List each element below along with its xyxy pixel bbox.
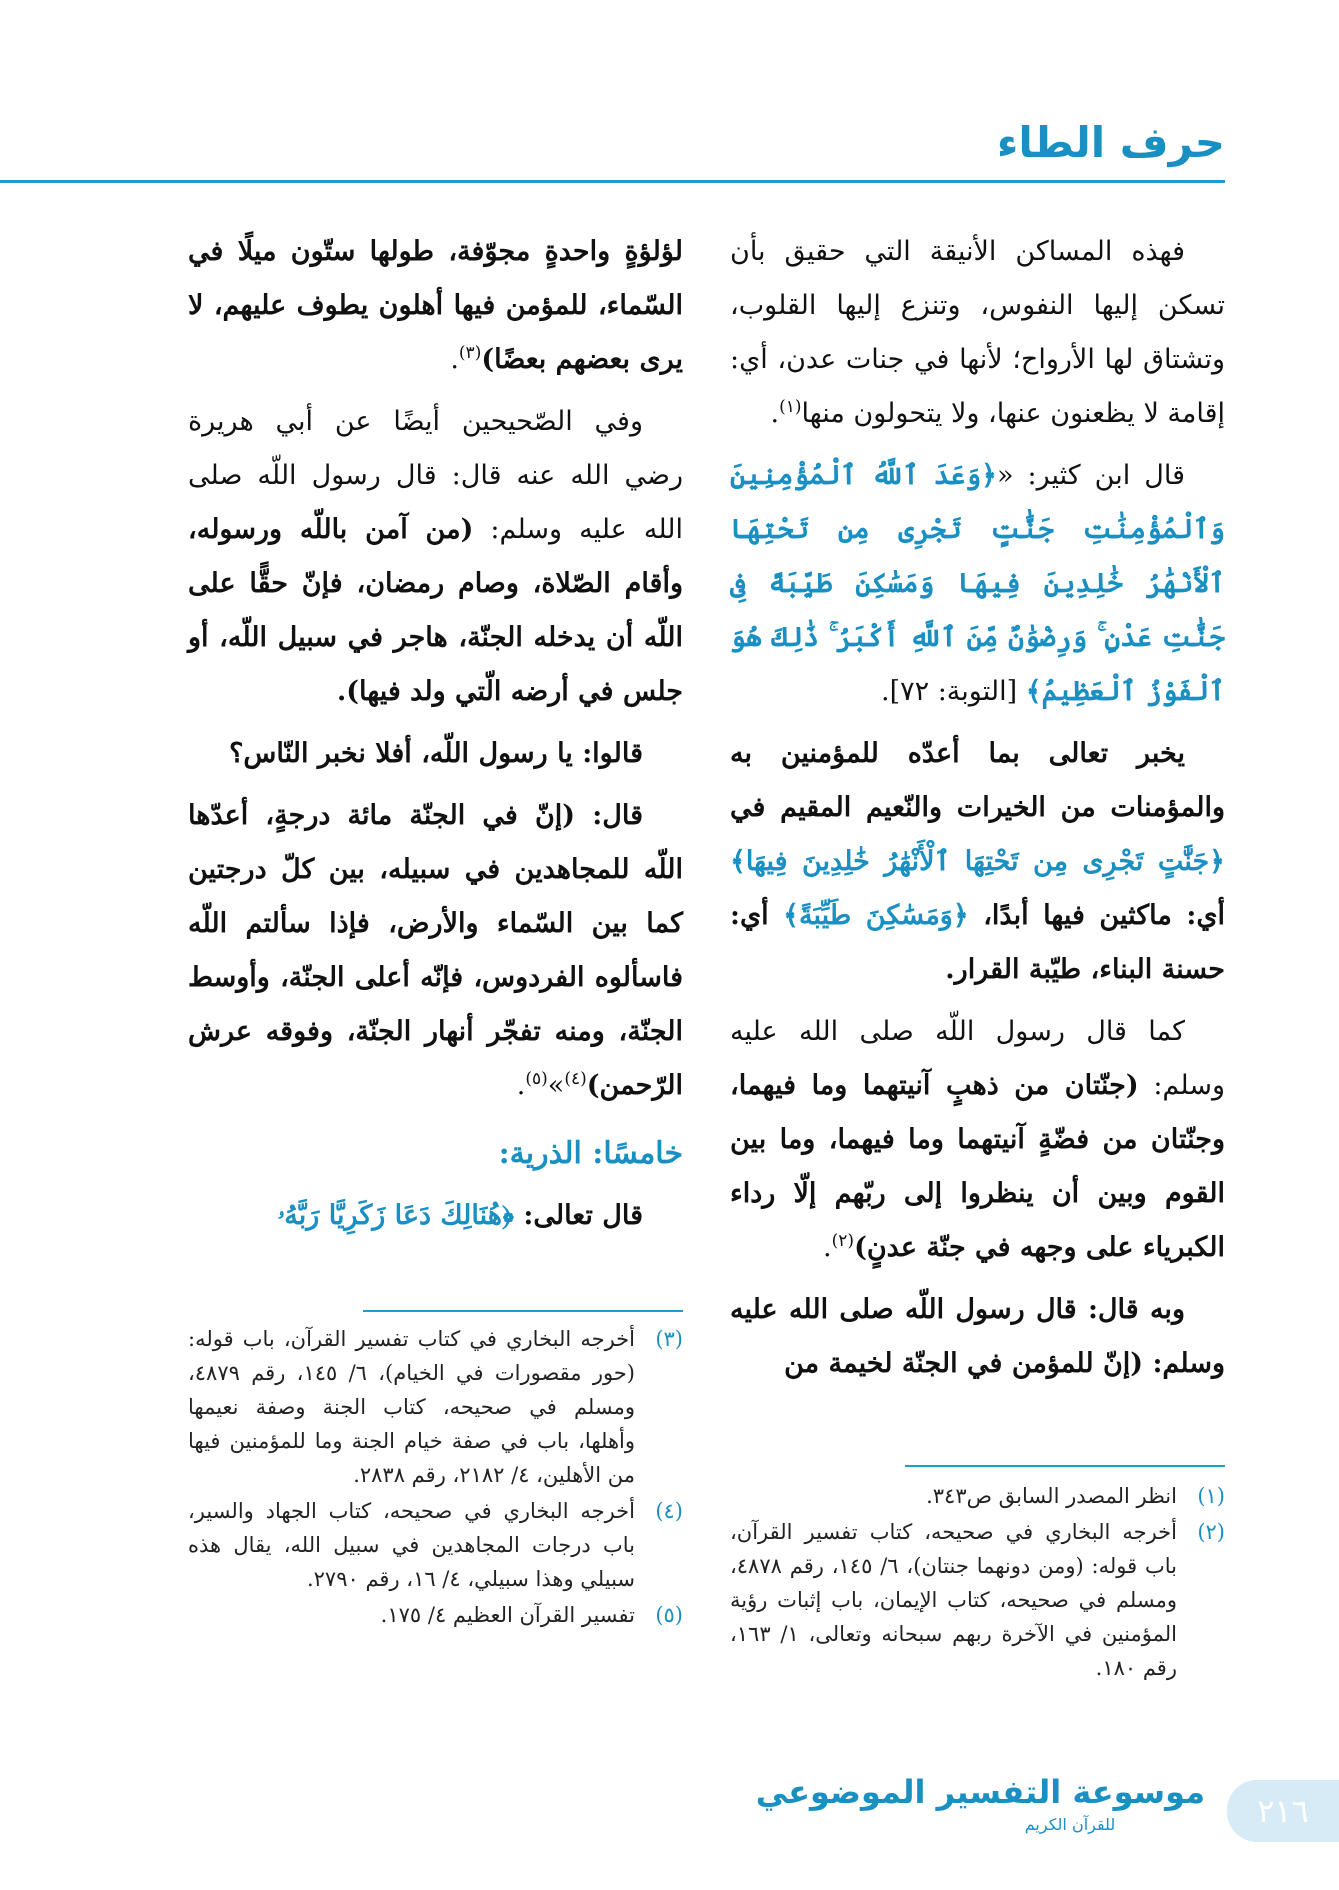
page-number: ٢١٦ [1227, 1780, 1339, 1842]
footnote [188, 1494, 683, 1596]
footnote [188, 1322, 683, 1492]
paragraph-text: . [516, 1070, 526, 1101]
paragraph-text: وفي الصّحيحين أيضًا عن أبي هريرة رضي الله عنه قال: قال رسول اللّه صلى الله عليه وسلم: [188, 406, 683, 545]
paragraph [730, 225, 1225, 441]
paragraph [188, 225, 683, 387]
footnote-number: (٥) [655, 1603, 683, 1627]
footnote-ref[interactable]: (٤) [564, 1069, 587, 1089]
footnote-number: (٣) [655, 1327, 683, 1351]
paragraph-text: قالوا: يا رسول اللّه، أفلا نخبر النّاس؟ [229, 738, 643, 769]
footnotes-left [188, 1310, 683, 1634]
hadith-text: (جنّتان من ذهبٍ آنيتهما وما فيهما، وجنّتان من فضّةٍ آنيتهما وما فيهما، وما بين القوم وبين أن ينظروا إلى ربّهم إلّا رداء الكبرياء على وجهه في جنّة عدنٍ) [730, 1070, 1225, 1263]
quran-verse: ﴿هُنَالِكَ دَعَا زَكَرِيَّا رَبَّهُۥ [277, 1200, 514, 1231]
footnote-number: (٢) [1197, 1520, 1225, 1544]
footnote-ref[interactable]: (٣) [458, 343, 482, 363]
footnote [188, 1598, 683, 1632]
paragraph [730, 1283, 1225, 1391]
paragraph [188, 395, 683, 719]
footnote-text: أخرجه البخاري في صحيحه، كتاب الجهاد والسير، باب درجات المجاهدين في سبيل الله، يقال هذه سبيلي وهذا سبيلي، ٤/ ١٦، رقم ٢٧٩٠. [188, 1499, 635, 1591]
quran-verse: ﴿وَعَدَ ٱللَّهُ ٱلْمُؤْمِنِينَ وَٱلْمُؤْمِنَٰتِ جَنَّٰتٍ تَجْرِى مِن تَحْتِهَا ٱلْأَنْهَٰرُ خَٰلِدِينَ فِيهَا وَمَسَٰكِنَ طَيِّبَةً فِى جَنَّٰتِ عَدْنٍ ۚ وَرِضْوَٰنٌ مِّنَ ٱللَّهِ أَكْبَرُ ۚ ذَٰلِكَ هُوَ ٱلْفَوْزُ ٱلْعَظِيمُ﴾ [730, 460, 1225, 707]
paragraph [730, 449, 1225, 719]
encyclopedia-logo [755, 1770, 1205, 1850]
paragraph [730, 1005, 1225, 1275]
paragraph-text: » [547, 1070, 565, 1101]
footnote-ref[interactable]: (١) [779, 397, 802, 417]
footnote-text: أخرجه البخاري في كتاب تفسير القرآن، باب قوله: (حور مقصورات في الخيام)، ٦/ ١٤٥، رقم ٤٨٧٩، ومسلم في صحيحه، كتاب الجنة وصفة نعيمها وأهلها، باب في صفة خيام الجنة وما للمؤمنين فيها من الأهلين، ٤/ ٢١٨٢، رقم ٢٨٣٨. [188, 1327, 635, 1487]
hadith-text: (إنّ للمؤمن في الجنّة لخيمة من [784, 1348, 1144, 1379]
footnote-text: أخرجه البخاري في صحيحه، كتاب تفسير القرآن، باب قوله: (ومن دونهما جنتان)، ٦/ ١٤٥، رقم ٤٨٧٨، ومسلم في صحيحه، كتاب الإيمان، باب إثبات رؤية المؤمنين في الآخرة ربهم سبحانه وتعالى، ١/ ١٦٣، رقم ١٨٠. [730, 1520, 1177, 1680]
paragraph [188, 789, 683, 1113]
paragraph-text: . [770, 398, 780, 429]
footnote-ref[interactable]: (٢) [831, 1231, 855, 1251]
footnotes-right [730, 1465, 1225, 1687]
paragraph-text: قال ابن كثير: « [996, 460, 1185, 491]
footnote-number: (١) [1197, 1484, 1225, 1508]
paragraph-text: . [450, 344, 459, 375]
chapter-title: حرف الطاء [996, 118, 1225, 167]
section-heading: خامسًا: الذرية: [498, 1136, 683, 1171]
footnote-ref[interactable]: (٥) [525, 1069, 548, 1089]
paragraph-text: . [823, 1232, 832, 1263]
hadith-text: قال: (إنّ في الجنّة مائة درجةٍ، أعدّها اللّه للمجاهدين في سبيله، بين كلّ درجتين كما بين السّماء والأرض، فإذا سألتم اللّه فاسألوه الفردوس، فإنّه أعلى الجنّة، وأوسط الجنّة، ومنه تفجّر أنهار الجنّة، وفوقه عرش الرّحمن) [188, 800, 683, 1101]
footnote-divider [905, 1465, 1225, 1467]
paragraph [188, 727, 683, 781]
quran-verse: ﴿وَمَسَٰكِنَ طَيِّبَةً﴾ [783, 900, 969, 931]
logo-subtitle: للقرآن الكريم [1024, 1815, 1116, 1834]
logo-title: موسوعة التفسير الموضوعي [755, 1773, 1205, 1811]
paragraph [730, 727, 1225, 997]
paragraph-text: قال تعالى: [513, 1200, 643, 1231]
paragraph-text: يخبر تعالى بما أعدّه للمؤمنين به والمؤمنات من الخيرات والنّعيم المقيم في [730, 738, 1225, 823]
header-divider [0, 180, 1225, 183]
footnote-divider [363, 1310, 683, 1312]
hadith-text: لؤلؤةٍ واحدةٍ مجوّفة، طولها ستّون ميلًا في السّماء، للمؤمن فيها أهلون يطوف عليهم، لا يرى بعضهم بعضًا) [188, 236, 683, 375]
quran-verse: ﴿جَنَّٰتٍ تَجْرِى مِن تَحْتِهَا ٱلْأَنْهَٰرُ خَٰلِدِينَ فِيهَا﴾ [730, 846, 1225, 877]
paragraph-text: كما قال رسول اللّه صلى الله عليه وسلم: [730, 1016, 1226, 1101]
paragraph-text: أي: ماكثين فيها أبدًا، [968, 900, 1225, 931]
footnote [730, 1515, 1225, 1685]
right-column [730, 225, 1225, 1399]
footnote [730, 1479, 1225, 1513]
page-header [0, 118, 1225, 188]
verse-citation: [التوبة: ٧٢]. [880, 676, 1018, 707]
hadith-text: (من آمن باللّه ورسوله، وأقام الصّلاة، وصام رمضان، فإنّ حقًّا على اللّه أن يدخله الجنّة، هاجر في سبيل اللّه، أو جلس في أرضه الّتي ولد فيها). [188, 514, 683, 707]
footnote-text: انظر المصدر السابق ص٣٤٣. [926, 1484, 1177, 1508]
footnote-text: تفسير القرآن العظيم ٤/ ١٧٥. [380, 1603, 635, 1627]
footnote-number: (٤) [655, 1499, 683, 1523]
paragraph [188, 1189, 683, 1243]
paragraph-text: فهذه المساكن الأنيقة التي حقيق بأن تسكن إليها النفوس، وتنزع إليها القلوب، وتشتاق لها الأرواح؛ لأنها في جنات عدن، أي: إقامة لا يظعنون عنها، ولا يتحولون منها [730, 236, 1225, 429]
paragraph-text: أي: حسنة البناء، طيّبة القرار. [730, 900, 1225, 985]
paragraph-text: وبه قال: قال رسول اللّه صلى الله عليه وسلم: [730, 1294, 1225, 1379]
left-column [188, 225, 683, 1251]
